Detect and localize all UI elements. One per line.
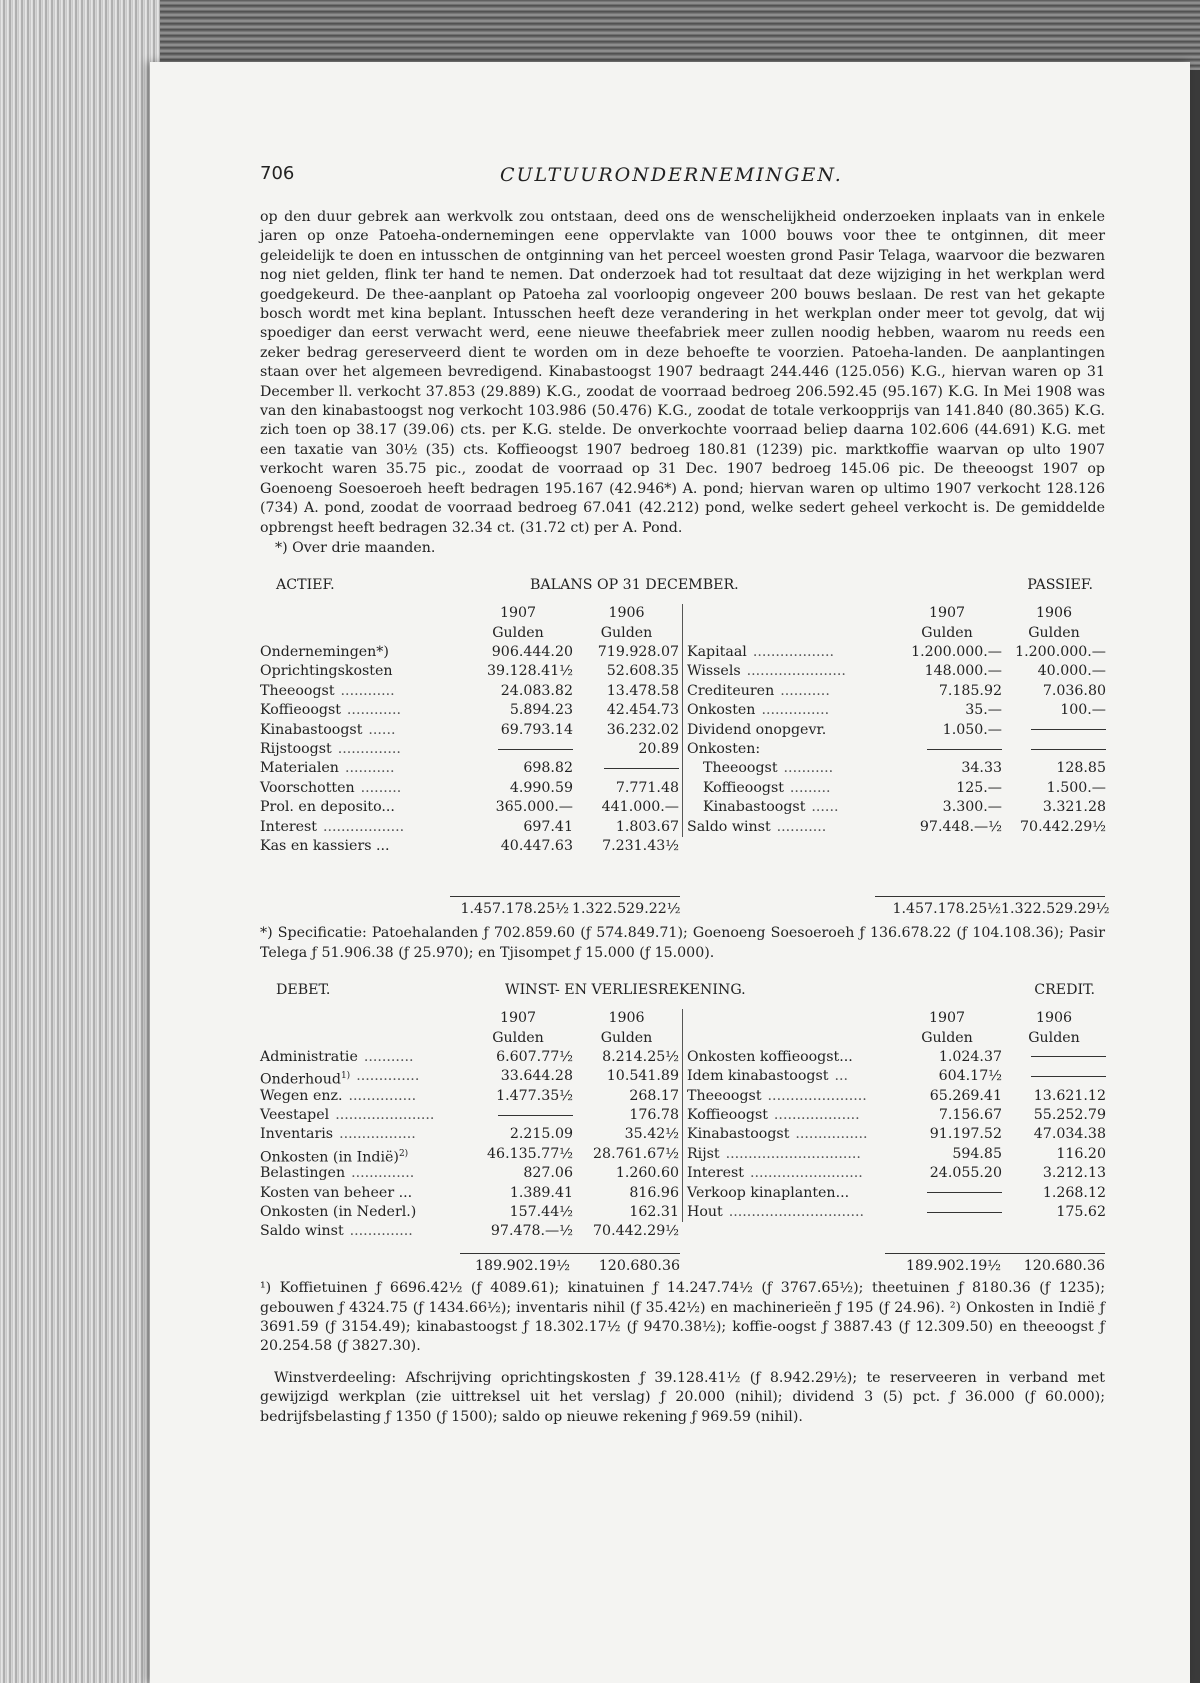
book-page [150,62,1190,1683]
credit-row-leader: ................... [773,1107,860,1124]
debet-row-leader: ................. [339,1126,416,1143]
actief-row [260,779,685,798]
unit-header: Gulden [1028,624,1080,641]
passief-row-value-1907: 35.— [965,702,1002,719]
passief-row-value-1906: 1.500.— [1046,779,1106,796]
actief-row-value-1907: 698.82 [523,760,573,777]
credit-row-label: Verkoop kinaplanten... [687,1184,850,1201]
actief-rows [260,643,685,856]
passief-row-leader: ......... [789,779,831,796]
balans-table [260,604,1110,924]
passief-row-leader: ........... [783,760,834,777]
unit-header: Gulden [1028,1029,1080,1046]
debet-row-value-1907: 157.44½ [509,1204,573,1221]
debet-row-label: Wegen enz. [260,1087,343,1104]
passief-row-leader: ........... [780,682,830,699]
unit-header-row [687,624,1106,643]
credit-total-1906: 120.680.36 [1023,1258,1105,1275]
actief-row-value-1906: 52.608.35 [606,663,679,680]
actief-row [260,759,685,778]
credit-row-label: Rijst [687,1145,720,1162]
passief-row-label: Onkosten: [687,741,761,758]
passief-row [687,662,1106,681]
debet-row-label: Onkosten (in Indië) [260,1149,399,1166]
credit-row-value-1906: 1.268.12 [1042,1184,1106,1201]
actief-row-value-1907: 906.444.20 [491,644,573,661]
debet-rows [260,1048,685,1242]
actief-row-value-1906: 13.478.58 [606,682,679,699]
passief-row-value-1906 [1002,721,1106,740]
passief-row-leader: .................. [752,644,835,661]
debet-row-label: Inventaris [260,1126,334,1143]
credit-row-leader: .............................. [728,1204,865,1221]
actief-row [260,701,685,720]
credit-row-value-1907: 24.055.20 [929,1165,1002,1182]
debet-row-value-1906: 28.761.67½ [593,1145,679,1162]
page-number: 706 [260,163,295,184]
actief-row-label: Kas en kassiers ... [260,838,390,854]
credit-row [687,1164,1106,1183]
total-rule [450,896,680,897]
actief-row-value-1906: 441.000.— [601,799,679,816]
credit-row [687,1145,1106,1164]
credit-row-value-1907: 91.197.52 [929,1126,1002,1143]
winst-footnotes: ¹) Koffietuinen ƒ 6696.42½ (ƒ 4089.61); kinatuinen ƒ 14.247.74½ (ƒ 3767.65½); theetuinen ƒ 8180.36 (ƒ 1235); gebouwen ƒ 4324.75 (ƒ 1434.66½); inventaris nihil (ƒ 35.42½) en machinerieën ƒ 195 (ƒ 24.96). ²) Onkosten in Indië ƒ 3691.59 (ƒ 3154.49); kinabastoogst ƒ 18.302.17½ (ƒ 9470.38½); koffie-oogst ƒ 3887.43 (ƒ 12.309.50) en theeoogst ƒ 20.254.58 (ƒ 3827.30). [260,1280,1105,1355]
debet-row-value-1906: 268.17 [629,1087,679,1104]
credit-row-leader: .............................. [725,1145,861,1162]
debet-row [260,1048,685,1067]
body-footnote: *) Over drie maanden. [275,539,436,556]
debet-row [260,1203,685,1222]
page-header [260,164,1105,208]
actief-row-label: Ondernemingen*) [260,644,389,661]
total-rule [875,896,1105,897]
empty-value-rule [498,1115,573,1116]
actief-row-label: Oprichtingskosten [260,663,393,680]
passief-row-leader: ...................... [746,663,846,680]
debet-row-value-1906: 35.42½ [624,1126,679,1143]
credit-row-label: Onkosten koffieoogst... [687,1048,853,1065]
winst-heading [260,981,1105,1003]
actief-row-value-1906: 719.928.07 [597,644,679,661]
credit-row-value-1906 [1002,1067,1106,1086]
actief-row-value-1907: 365.000.— [495,799,573,816]
credit-column [682,1009,1106,1222]
credit-row [687,1087,1106,1106]
credit-row-value-1906: 3.212.13 [1042,1165,1106,1182]
passief-heading: PASSIEF. [1027,577,1093,594]
year-header: 1907 [499,1010,537,1027]
balans-totals [260,894,1110,918]
passief-row-value-1907: 3.300.— [942,799,1002,816]
empty-value-rule [1031,749,1106,750]
empty-value-rule [927,1192,1002,1193]
credit-heading: CREDIT. [1034,982,1095,999]
actief-row-label: Materialen [260,760,339,777]
debet-row-footnote-ref: 1) [340,1071,351,1082]
passief-row-value-1906: 70.442.29½ [1020,818,1106,835]
passief-row-value-1907: 7.185.92 [938,682,1002,699]
actief-row-value-1907: 69.793.14 [500,721,573,738]
passief-column [682,604,1106,837]
passief-row-value-1906: 1.200.000.— [1015,644,1106,661]
page-content [260,163,1110,1427]
passief-row-label: Onkosten [687,702,756,719]
actief-row-leader: ............ [346,702,402,719]
debet-total-1907: 189.902.19½ [475,1258,570,1275]
credit-row [687,1106,1106,1125]
credit-row-value-1906: 47.034.38 [1033,1126,1106,1143]
credit-row-value-1907: 594.85 [952,1145,1002,1162]
actief-row [260,740,685,759]
actief-row-label: Kinabastoogst [260,721,363,738]
unit-header: Gulden [921,1029,973,1046]
debet-row-value-1907 [463,1106,573,1125]
credit-row-value-1907: 604.17½ [938,1068,1002,1085]
passief-row [687,798,1106,817]
year-header: 1907 [928,605,966,622]
passief-row-value-1907: 97.448.—½ [919,818,1002,835]
actief-row-value-1907 [463,740,573,759]
credit-row-value-1907 [892,1184,1002,1203]
passief-row-value-1907 [892,740,1002,759]
passief-row-value-1906 [1002,740,1106,759]
passief-row [687,643,1106,662]
actief-row-value-1907: 40.447.63 [500,838,573,854]
debet-row-leader: .............. [351,1165,415,1182]
passief-row-leader: ............... [761,702,830,719]
debet-row-value-1907: 1.389.41 [509,1184,573,1201]
credit-row-label: Hout [687,1204,723,1221]
debet-row [260,1184,685,1203]
credit-row-label: Idem kinabastoogst [687,1068,829,1085]
debet-row-value-1907: 1.477.35½ [496,1087,573,1104]
credit-row-label: Kinabastoogst [687,1126,790,1143]
actief-row-value-1906 [574,759,679,778]
passief-row [687,818,1106,837]
passief-row-value-1906: 3.321.28 [1042,799,1106,816]
debet-row [260,1087,685,1106]
unit-header: Gulden [600,624,653,641]
passief-row-label: Koffieoogst [703,779,784,796]
credit-row-value-1906 [1002,1048,1106,1067]
winst-totals [260,1251,1105,1275]
actief-row [260,798,685,817]
passief-row-value-1907: 125.— [956,779,1002,796]
credit-row-label: Theeoogst [687,1087,762,1104]
unit-header-row [260,1029,685,1048]
actief-row-leader: .................. [323,818,405,835]
credit-row-value-1907 [892,1203,1002,1222]
passief-row-value-1906: 100.— [1060,702,1106,719]
winst-table [260,1009,1105,1279]
debet-row-label: Saldo winst [260,1223,344,1240]
debet-row [260,1067,685,1089]
credit-row-leader: ... [834,1068,848,1085]
credit-row-leader: ......................... [750,1165,863,1182]
year-header-row [260,1009,685,1028]
debet-row [260,1106,685,1125]
unit-header: Gulden [600,1029,653,1046]
debet-row-value-1907: 6.607.77½ [496,1048,573,1065]
balans-heading [260,576,1105,598]
credit-rows [687,1048,1106,1223]
actief-row-value-1906: 7.771.48 [615,779,679,796]
year-header: 1906 [1035,1010,1073,1027]
credit-row [687,1203,1106,1222]
actief-row-leader: .............. [337,741,401,758]
debet-row-value-1907: 827.06 [523,1165,573,1182]
credit-total-1907: 189.902.19½ [906,1258,1001,1275]
credit-row-value-1907: 65.269.41 [929,1087,1002,1104]
debet-row [260,1145,685,1164]
debet-row-leader: .............. [356,1068,420,1085]
actief-row [260,643,685,662]
balans-specificatie: *) Specificatie: Patoehalanden ƒ 702.859.60 (ƒ 574.849.71); Goenoeng Soesoeroeh ƒ 136.678.22 (ƒ 104.108.36); Pasir Telega ƒ 51.906.38 (ƒ 25.970); en Tjisompet ƒ 15.000 (ƒ 15.000). [260,925,1105,961]
debet-row-label: Administratie [260,1048,358,1065]
year-header: 1907 [499,605,537,622]
passief-row-label: Dividend onopgevr. [687,721,827,738]
credit-row [687,1048,1106,1067]
year-header: 1906 [608,1010,645,1027]
credit-row-leader: ...................... [767,1087,867,1104]
passief-row-label: Crediteuren [687,682,775,699]
credit-row-value-1907: 1.024.37 [938,1048,1002,1065]
empty-value-rule [927,1212,1002,1213]
empty-value-rule [604,768,679,769]
debet-row-footnote-ref: 2) [398,1148,409,1159]
unit-header: Gulden [921,624,973,641]
actief-row-value-1906: 36.232.02 [606,721,679,738]
passief-row-value-1907: 148.000.— [924,663,1002,680]
book-page-edges [0,0,160,1683]
actief-row [260,721,685,740]
actief-row [260,682,685,701]
actief-row-label: Voorschotten [260,779,355,796]
passief-row-leader: ........... [776,818,827,835]
balans-title: BALANS OP 31 DECEMBER. [530,577,739,594]
debet-row-value-1907: 2.215.09 [509,1126,573,1143]
actief-row [260,818,685,837]
passief-total-1907: 1.457.178.25½ [892,901,1001,918]
empty-value-rule [927,749,1002,750]
passief-row-value-1906: 128.85 [1056,760,1106,777]
credit-row-value-1906: 175.62 [1056,1204,1106,1221]
debet-row-value-1906: 10.541.89 [606,1068,679,1085]
actief-row-label: Rijstoogst [260,741,332,758]
unit-header-row [687,1029,1106,1048]
debet-row [260,1164,685,1183]
debet-row-value-1906: 70.442.29½ [593,1223,679,1240]
actief-row-label: Interest [260,818,317,835]
debet-row-value-1907: 97.478.—½ [490,1223,573,1240]
debet-row-value-1906: 816.96 [629,1184,679,1201]
debet-heading: DEBET. [276,982,331,999]
running-title: CULTUURONDERNEMINGEN. [500,164,843,186]
year-header: 1906 [1035,605,1073,622]
credit-row [687,1125,1106,1144]
actief-row-value-1907: 5.894.23 [509,702,573,719]
empty-value-rule [1031,1056,1106,1057]
actief-total-1906: 1.322.529.22½ [572,901,681,918]
actief-row-leader: ...... [368,721,396,738]
debet-row-leader: ............... [348,1087,417,1104]
actief-row-value-1907: 39.128.41½ [487,663,573,680]
body-paragraph: op den duur gebrek aan werkvolk zou ontstaan, deed ons de wenschelijkheid onderzoeken inplaats van in enkele jaren op onze Patoeha-ondernemingen eene oppervlakte van 1000 bouws voor thee te ontginnen, dit meer geleidelijk te doen en intusschen de ontginning van het perceel woesten grond Pasir Telaga, waarvoor die bezwaren nog niet gelden, flink ter hand te nemen. Dat onderzoek had tot resultaat dat deze wijziging in het werkplan werd goedgekeurd. De thee-aanplant op Patoeha zal voorloopig ongeveer 200 bouws beslaan. De rest van het gekapte bosch wordt met kina beplant. Intusschen heeft deze verandering in het werkplan onder meer tot gevolg, dat wij spoediger dan eerst verwacht werd, eene nieuwe theefabriek meer zullen noodig hebben, waarom nu reeds een zeker bedrag gereserveerd dient te worden om in deze behoefte te voorzien. Patoeha-landen. De aanplantingen staan over het algemeen bevredigend. Kinabastoogst 1907 bedraagt 244.446 (125.056) K.G., hiervan waren op 31 December ll. verkocht 37.853 (29.889) K.G., zoodat de voorraad bedroeg 206.592.45 (95.167) K.G. In Mei 1908 was van den kinabastoogst nog verkocht 103.986 (50.476) K.G., zoodat de totale verkoopprijs van 141.840 (80.365) K.G. zich toen op 38.17 (39.06) cts. per K.G. stelde. De onverkochte voorraad beliep daarna 102.606 (44.691) K.G. met een taxatie van 30½ (35) cts. Koffieoogst 1907 bedroeg 180.81 (1239) pic. marktkoffie waarvan op ulto 1907 verkocht waren 35.75 pic., zoodat de voorraad op 31 Dec. 1907 bedroeg 145.06 pic. De theeoogst 1907 op Goenoeng Soesoeroeh heeft bedragen 195.167 (42.946*) A. pond; hiervan waren op ultimo 1907 verkocht 128.126 (734) A. pond, zoodat de voorraad bedroeg 67.041 (42.212) pond, welke sedert geheel verkocht is. De gemiddelde opbrengst heeft bedragen 32.34 ct. (31.72 ct) per A. Pond. [260,209,1105,536]
winst-title: WINST- EN VERLIESREKENING. [505,982,746,999]
credit-row-leader: ................ [795,1126,868,1143]
debet-row-value-1906: 176.78 [629,1107,679,1124]
passief-row-leader: ...... [811,799,839,816]
passief-row-value-1906: 40.000.— [1037,663,1106,680]
debet-row-label: Belastingen [260,1165,346,1182]
passief-total-1906: 1.322.529.29½ [1001,901,1110,918]
actief-row-value-1906: 1.803.67 [615,818,679,835]
actief-row-leader: ............ [340,682,395,699]
actief-row-value-1907: 24.083.82 [500,682,573,699]
actief-row-value-1907: 697.41 [523,818,573,835]
credit-row-value-1906: 116.20 [1056,1145,1106,1162]
passief-row [687,701,1106,720]
debet-row-label: Onkosten (in Nederl.) [260,1204,417,1221]
debet-row-label: Veestapel [260,1107,330,1124]
credit-row-label: Interest [687,1165,744,1182]
passief-row-value-1907: 1.050.— [942,721,1002,738]
debet-row-label: Onderhoud [260,1072,341,1089]
credit-row-value-1907: 7.156.67 [938,1107,1002,1124]
actief-row-leader: ........... [344,760,395,777]
unit-header-row [260,624,685,643]
passief-row-label: Kapitaal [687,644,747,661]
winstverdeeling: Winstverdeeling: Afschrijving oprichtingskosten ƒ 39.128.41½ (ƒ 8.942.29½); te reserveeren in verband met gewijzigd werkplan (zie uittreksel uit het verslag) ƒ 20.000 (nihil); dividend 3 (5) pct. ƒ 36.000 (ƒ 60.000); bedrijfsbelasting ƒ 1350 (ƒ 1500); saldo op nieuwe rekening ƒ 969.59 (nihil). [260,1369,1105,1425]
unit-header: Gulden [492,1029,544,1046]
debet-row [260,1222,685,1241]
debet-row-value-1906: 8.214.25½ [602,1048,679,1065]
total-rule [885,1253,1105,1254]
actief-row-value-1906: 42.454.73 [606,702,679,719]
year-header-row [260,604,685,623]
actief-row-label: Prol. en deposito... [260,799,395,816]
passief-row [687,682,1106,701]
year-header-row [687,1009,1106,1028]
empty-value-rule [1031,1076,1106,1077]
passief-row-label: Wissels [687,663,741,680]
actief-row-label: Theeoogst [260,682,335,699]
actief-row [260,662,685,681]
passief-row-label: Kinabastoogst [703,799,806,816]
actief-row-label: Koffieoogst [260,702,341,719]
passief-row-label: Theeoogst [703,760,778,777]
debet-row-leader: .............. [349,1223,413,1240]
debet-row-value-1906: 162.31 [629,1204,679,1221]
credit-row [687,1184,1106,1203]
credit-row [687,1067,1106,1086]
passief-row [687,779,1106,798]
passief-rows [687,643,1106,837]
passief-row-value-1907: 34.33 [961,760,1002,777]
empty-value-rule [1031,729,1106,730]
passief-row [687,759,1106,778]
year-header-row [687,604,1106,623]
passief-row-label: Saldo winst [687,818,771,835]
credit-row-value-1906: 55.252.79 [1033,1107,1106,1124]
credit-row-label: Koffieoogst [687,1107,768,1124]
actief-column [260,604,685,856]
book-top-edge [60,0,1200,70]
debet-total-1906: 120.680.36 [598,1258,680,1275]
year-header: 1907 [928,1010,966,1027]
debet-row-value-1906: 1.260.60 [615,1165,679,1182]
debet-row-value-1907: 46.135.77½ [487,1145,573,1162]
actief-row [260,837,685,856]
actief-total-1907: 1.457.178.25½ [460,901,569,918]
passief-row-value-1907: 1.200.000.— [911,644,1002,661]
credit-row-value-1906: 13.621.12 [1033,1087,1106,1104]
passief-row-value-1906: 7.036.80 [1042,682,1106,699]
empty-value-rule [498,749,573,750]
passief-row [687,740,1106,759]
unit-header: Gulden [492,624,544,641]
debet-row-value-1907: 33.644.28 [500,1068,573,1085]
actief-row-value-1906: 20.89 [638,741,679,758]
passief-row [687,721,1106,740]
actief-row-leader: ......... [360,779,402,796]
debet-column [260,1009,685,1242]
debet-row-leader: ...................... [335,1107,435,1124]
debet-row-label: Kosten van beheer ... [260,1184,413,1201]
total-rule [460,1253,680,1254]
actief-heading: ACTIEF. [276,577,335,594]
debet-row [260,1125,685,1144]
actief-row-value-1906: 7.231.43½ [602,838,679,854]
year-header: 1906 [608,605,645,622]
actief-row-value-1907: 4.990.59 [509,779,573,796]
debet-row-leader: ........... [363,1048,414,1065]
